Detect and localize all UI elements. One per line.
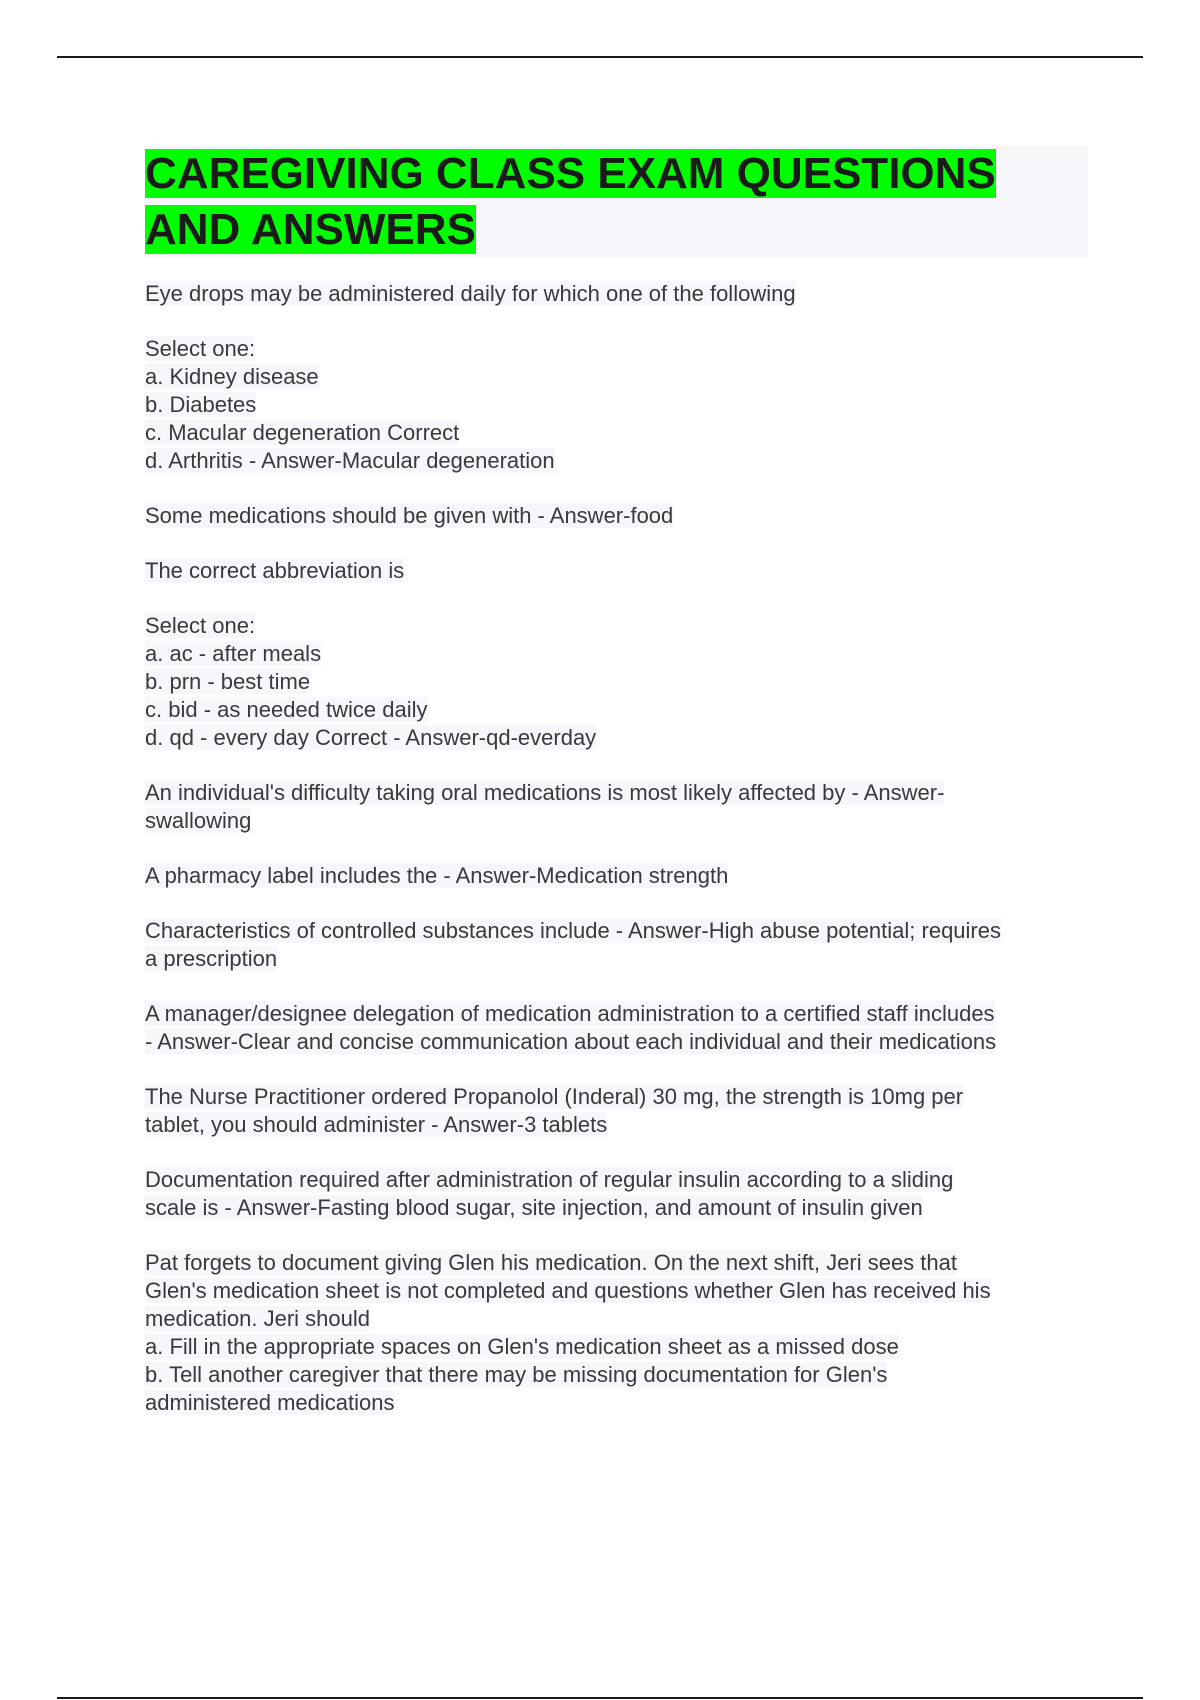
- question-text: A pharmacy label includes the - Answer-Medication strength: [145, 863, 729, 888]
- document-title: [145, 146, 1088, 258]
- question-text: Some medications should be given with - Answer-food: [145, 503, 674, 528]
- document-body: [145, 146, 1088, 1444]
- question-line: An individual's difficulty taking oral medications is most likely affected by - Answer-: [145, 780, 945, 805]
- option-a: a. Kidney disease: [145, 364, 319, 389]
- question-2: [145, 502, 1088, 530]
- option-b: b. Tell another caregiver that there may be missing documentation for Glen's: [145, 1362, 888, 1387]
- question-line: Characteristics of controlled substances include - Answer-High abuse potential; requires: [145, 918, 1001, 943]
- question-line: Pat forgets to document giving Glen his medication. On the next shift, Jeri sees that: [145, 1250, 957, 1275]
- option-a: a. Fill in the appropriate spaces on Glen's medication sheet as a missed dose: [145, 1334, 899, 1359]
- question-line: - Answer-Clear and concise communication about each individual and their medications: [145, 1029, 997, 1054]
- question-3-options: [145, 612, 1088, 752]
- question-8: [145, 1083, 1088, 1139]
- question-5: [145, 862, 1088, 890]
- question-line: medication. Jeri should: [145, 1306, 371, 1331]
- option-b-continued: administered medications: [145, 1390, 395, 1415]
- select-one-label: Select one:: [145, 613, 256, 638]
- question-stem: Eye drops may be administered daily for which one of the following: [145, 281, 796, 306]
- footer-rule: [57, 1697, 1143, 1699]
- option-d: d. Arthritis - Answer-Macular degeneration: [145, 448, 555, 473]
- question-line: Documentation required after administration of regular insulin according to a sliding: [145, 1167, 954, 1192]
- question-10: [145, 1249, 1088, 1417]
- question-line: A manager/designee delegation of medication administration to a certified staff includes: [145, 1001, 995, 1026]
- header-rule: [57, 56, 1143, 58]
- question-4: [145, 779, 1088, 835]
- question-stem: The correct abbreviation is: [145, 558, 405, 583]
- option-d: d. qd - every day Correct - Answer-qd-everday: [145, 725, 597, 750]
- option-c: c. bid - as needed twice daily: [145, 697, 428, 722]
- question-line: swallowing: [145, 808, 252, 833]
- option-c: c. Macular degeneration Correct: [145, 420, 460, 445]
- question-1-options: [145, 335, 1088, 475]
- question-line: a prescription: [145, 946, 278, 971]
- question-7: [145, 1000, 1088, 1056]
- question-3: [145, 557, 1088, 585]
- select-one-label: Select one:: [145, 336, 256, 361]
- question-9: [145, 1166, 1088, 1222]
- question-line: scale is - Answer-Fasting blood sugar, site injection, and amount of insulin given: [145, 1195, 923, 1220]
- title-line-2: AND ANSWERS: [145, 205, 476, 254]
- question-1: [145, 280, 1088, 308]
- option-a: a. ac - after meals: [145, 641, 322, 666]
- title-line-1: CAREGIVING CLASS EXAM QUESTIONS: [145, 149, 996, 198]
- question-6: [145, 917, 1088, 973]
- option-b: b. Diabetes: [145, 392, 257, 417]
- question-line: The Nurse Practitioner ordered Propanolol (Inderal) 30 mg, the strength is 10mg per: [145, 1084, 964, 1109]
- option-b: b. prn - best time: [145, 669, 311, 694]
- question-line: Glen's medication sheet is not completed and questions whether Glen has received his: [145, 1278, 991, 1303]
- question-line: tablet, you should administer - Answer-3 tablets: [145, 1112, 608, 1137]
